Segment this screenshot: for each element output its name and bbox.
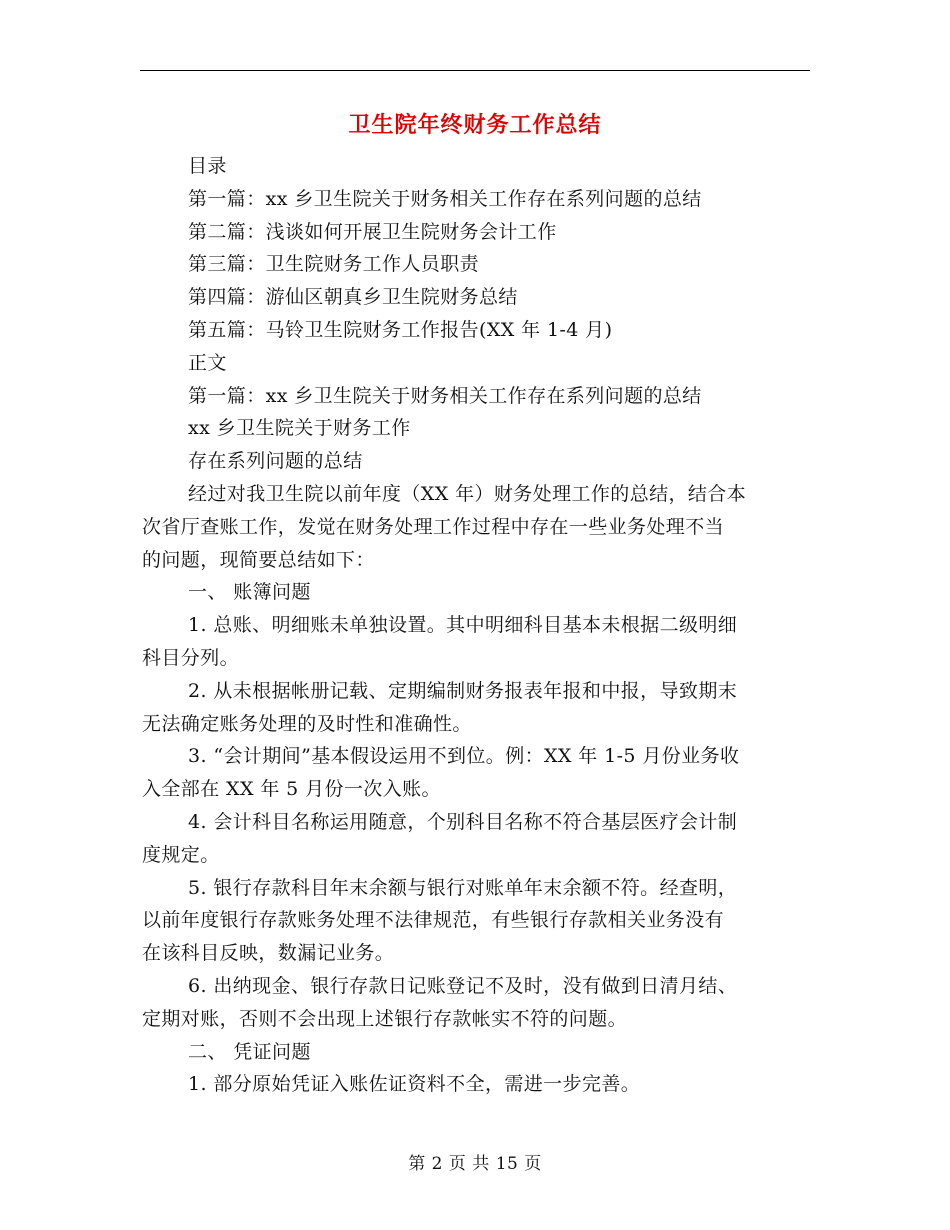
text-line: 3. “会计期间”基本假设运用不到位。例：XX 年 1-5 月份业务收	[188, 745, 740, 768]
document-body	[142, 150, 810, 1101]
text-line: 次省厅查账工作，发觉在财务处理工作过程中存在一些业务处理不当	[142, 515, 725, 538]
text-line: xx 乡卫生院关于财务工作	[188, 417, 411, 440]
text-line: 二、 凭证问题	[188, 1040, 311, 1063]
text-line: 存在系列问题的总结	[188, 450, 363, 473]
text-line: 以前年度银行存款账务处理不法律规范，有些银行存款相关业务没有	[142, 909, 725, 932]
text-line: 第一篇：xx 乡卫生院关于财务相关工作存在系列问题的总结	[188, 187, 702, 210]
text-line: 6. 出纳现金、银行存款日记账登记不及时，没有做到日清月结、	[188, 974, 738, 997]
page-footer: 第 2 页 共 15 页	[408, 1154, 542, 1174]
page-title: 卫生院年终财务工作总结	[348, 113, 602, 138]
text-line: 1. 总账、明细账未单独设置。其中明细科目基本未根据二级明细	[188, 614, 738, 637]
text-line: 2. 从未根据帐册记载、定期编制财务报表年报和中报，导致期末	[188, 679, 738, 702]
text-line: 第二篇：浅谈如何开展卫生院财务会计工作	[188, 220, 557, 243]
text-line: 第四篇：游仙区朝真乡卫生院财务总结	[188, 286, 518, 309]
text-line: 无法确定账务处理的及时性和准确性。	[142, 712, 472, 735]
text-line: 4. 会计科目名称运用随意，个别科目名称不符合基层医疗会计制	[188, 810, 738, 833]
text-line: 1. 部分原始凭证入账佐证资料不全，需进一步完善。	[188, 1073, 641, 1096]
text-line: 科目分列。	[142, 646, 240, 669]
text-line: 一、 账簿问题	[188, 581, 311, 604]
text-line: 在该科目反映，数漏记业务。	[142, 942, 395, 965]
text-line: 5. 银行存款科目年末余额与银行对账单年末余额不符。经查明，	[188, 876, 738, 899]
text-line: 第三篇：卫生院财务工作人员职责	[188, 253, 480, 276]
text-line: 第五篇：马铃卫生院财务工作报告(XX 年 1-4 月)	[188, 318, 613, 341]
text-line: 第一篇：xx 乡卫生院关于财务相关工作存在系列问题的总结	[188, 384, 702, 407]
text-line: 入全部在 XX 年 5 月份一次入账。	[142, 778, 441, 801]
text-line: 目录	[188, 155, 227, 177]
header-rule	[140, 70, 810, 71]
text-line: 度规定。	[142, 843, 220, 866]
text-line: 经过对我卫生院以前年度（XX 年）财务处理工作的总结，结合本	[188, 482, 747, 505]
text-line: 的问题，现简要总结如下：	[142, 548, 375, 571]
text-line: 定期对账，否则不会出现上述银行存款帐实不符的问题。	[142, 1007, 628, 1030]
text-line: 正文	[188, 351, 227, 374]
